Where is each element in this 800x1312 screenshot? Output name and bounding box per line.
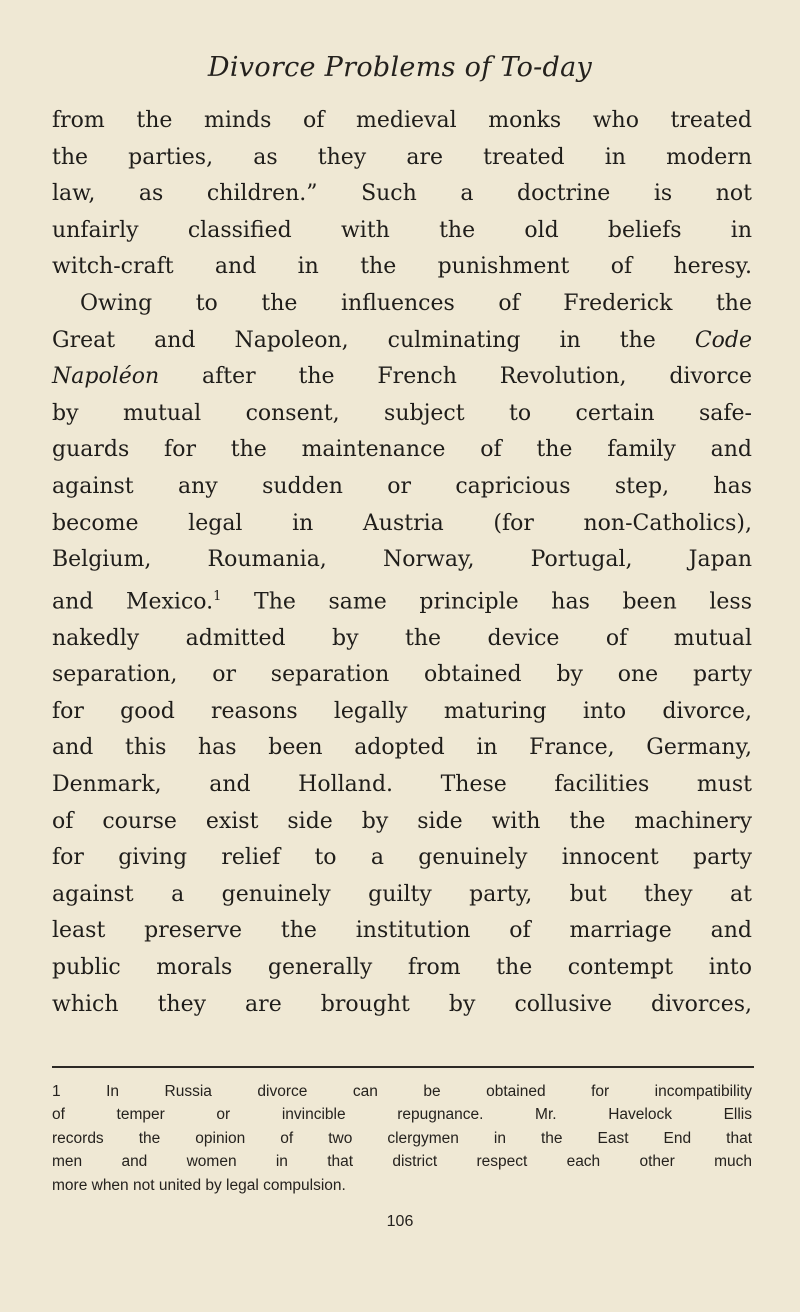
body-line-text: and Mexico. (52, 589, 214, 615)
page-number: 106 (386, 1213, 414, 1230)
body-line: unfairly classified with the old beliefs in (52, 217, 752, 243)
body-line: Owing to the influences of Frederick the (80, 290, 752, 316)
body-line-text: after the French Revolution, divorce (202, 364, 752, 390)
body-text (52, 103, 752, 1023)
body-line: Belgium, Roumania, Norway, Portugal, Japan (52, 547, 752, 573)
footnote (52, 1080, 752, 1197)
footnote-line: men and women in that district respect each other much (52, 1153, 752, 1171)
footnote-marker: 1 (213, 588, 222, 604)
body-line: against any sudden or capricious step, has (52, 473, 752, 499)
body-line: which they are brought by collusive divorces, (52, 991, 752, 1017)
body-line: Denmark, and Holland. These facilities must (52, 772, 752, 798)
body-line: become legal in Austria (for non-Catholics), (52, 510, 752, 536)
body-line: law, as children.” Such a doctrine is not (52, 181, 752, 207)
body-line: public morals generally from the contempt into (52, 954, 752, 980)
footnote-line: more when not united by legal compulsion. (52, 1176, 346, 1194)
body-line: nakedly admitted by the device of mutual (52, 625, 752, 651)
italic-napoleon: Napoléon (52, 364, 160, 390)
body-line: witch-craft and in the punishment of heresy. (52, 254, 752, 280)
body-line: for giving relief to a genuinely innocent party (52, 845, 752, 871)
body-line (52, 359, 752, 396)
body-line (52, 579, 752, 621)
body-line: and this has been adopted in France, Germany, (52, 735, 752, 761)
body-line: against a genuinely guilty party, but they at (52, 881, 752, 907)
body-line: guards for the maintenance of the family and (52, 437, 752, 463)
italic-code: Code (694, 327, 752, 353)
footnote-line: of temper or invincible repugnance. Mr. Havelock Ellis (52, 1106, 752, 1124)
body-line: of course exist side by side with the machinery (52, 808, 752, 834)
running-head: Divorce Problems of To-day (207, 52, 593, 83)
body-line-text: Great and Napoleon, culminating in the (52, 327, 656, 353)
body-line: from the minds of medieval monks who treated (52, 108, 752, 133)
body-line: the parties, as they are treated in modern (52, 144, 752, 170)
body-line: for good reasons legally maturing into divorce, (52, 698, 752, 724)
body-line: by mutual consent, subject to certain safe- (52, 400, 752, 426)
footnote-line: 1 In Russia divorce can be obtained for incompatibility (52, 1083, 752, 1100)
body-line: separation, or separation obtained by one party (52, 662, 752, 688)
footnote-divider (52, 1066, 754, 1068)
footnote-line: records the opinion of two clergymen in the East End that (52, 1129, 752, 1147)
body-line (52, 323, 752, 360)
body-line: least preserve the institution of marriage and (52, 918, 752, 944)
body-line-text: The same principle has been less (221, 589, 752, 615)
